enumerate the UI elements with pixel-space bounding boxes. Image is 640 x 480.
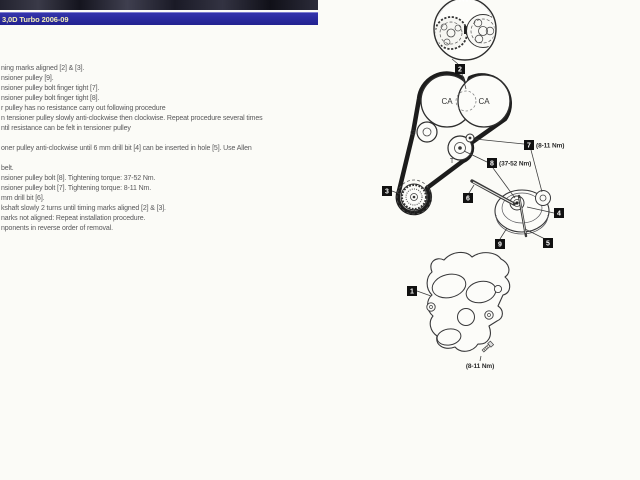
callout-5	[543, 238, 553, 248]
instruction-line: n tensioner pulley slowly anti-clockwise then clockwise. Repeat procedure several times	[1, 115, 263, 122]
callout-8	[487, 158, 531, 168]
svg-text:3: 3	[385, 188, 389, 196]
svg-text:8: 8	[490, 160, 494, 168]
instruction-line: nsioner pulley bolt finger tight [7].	[1, 85, 100, 92]
callout-1	[407, 286, 417, 296]
svg-text:2: 2	[458, 66, 462, 74]
pulley-label: CA	[478, 97, 490, 106]
instruction-line: nsioner pulley bolt [8]. Tightening torque: 37-52 Nm.	[1, 175, 156, 182]
instructions	[0, 64, 334, 234]
callout-2	[455, 64, 465, 74]
pulley-label: FP	[409, 209, 419, 216]
camshaft-pulley-right	[458, 75, 510, 127]
instruction-line: r pulley has no resistance carry out following procedure	[1, 105, 166, 112]
instruction-line: nsioner pulley bolt [7]. Tightening torque: 8-11 Nm.	[1, 185, 152, 192]
callout-3	[382, 186, 392, 196]
svg-text:5: 5	[546, 240, 550, 248]
instruction-line: nsioner pulley [9].	[1, 75, 54, 82]
instruction-line: ntil resistance can be felt in tensioner pulley	[1, 125, 131, 132]
svg-text:1: 1	[410, 288, 414, 296]
instruction-line: belt.	[1, 165, 14, 172]
tensioner-pulley	[448, 134, 474, 165]
tensioner-assembly	[472, 181, 551, 236]
instruction-line	[0, 154, 334, 164]
svg-text:9: 9	[498, 241, 502, 249]
cover-bolt-torque-note: (8-11 Nm)	[465, 363, 495, 370]
pulley-label: G	[410, 130, 416, 137]
callout-6	[463, 193, 473, 203]
callout-9	[495, 239, 505, 249]
svg-text:7: 7	[527, 142, 531, 150]
instruction-line: ning marks aligned [2] & [3].	[1, 65, 85, 72]
instruction-line: narks not aligned: Repeat installation procedure.	[1, 215, 146, 222]
torque-note: (37-52 Nm)	[499, 160, 532, 168]
torque-note: (8-11 Nm)	[536, 142, 565, 150]
timing-cover	[427, 252, 510, 361]
timing-belt-diagram	[370, 0, 640, 392]
section-header-bar[interactable]	[0, 12, 318, 25]
svg-text:4: 4	[557, 210, 561, 218]
instruction-line: mm drill bit [6].	[1, 195, 45, 202]
callout-7	[524, 140, 564, 150]
section-title: 3,0D Turbo 2006-09	[2, 15, 69, 24]
timing-mark	[464, 26, 467, 34]
window-title-bar	[0, 0, 318, 10]
mounting-lug	[536, 191, 551, 206]
instruction-line: kshaft slowly 2 turns until timing marks aligned [2] & [3].	[1, 205, 166, 212]
timing-mark-inset	[434, 0, 500, 64]
svg-text:6: 6	[466, 195, 470, 203]
pulley-label: T	[449, 158, 455, 165]
instruction-line: nsioner pulley bolt finger tight [8].	[1, 95, 100, 102]
callout-4	[554, 208, 564, 218]
cover-opening	[458, 309, 475, 326]
instruction-line: oner pulley anti-clockwise until 6 mm drill bit [4] can be inserted in hole [5]. Use Allen	[1, 145, 252, 152]
instruction-line: nponents in reverse order of removal.	[1, 225, 113, 232]
pulley-label: CA	[441, 97, 453, 106]
instruction-line	[0, 134, 334, 144]
